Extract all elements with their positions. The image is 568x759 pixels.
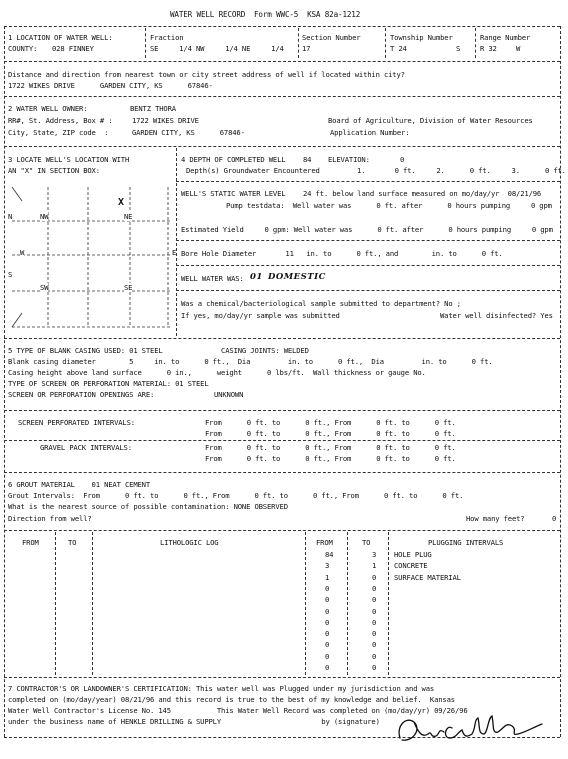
log-from-header: FROM xyxy=(22,538,39,547)
divider xyxy=(4,677,560,678)
certification-line-4: under the business name of HENKLE DRILLING & SUPPLY by (signature) xyxy=(8,717,380,726)
locate-label: 3 LOCATE WELL'S LOCATION WITH xyxy=(8,155,130,164)
grid-compass-e: E xyxy=(172,248,177,257)
blank-casing-line: Blank casing diameter 5 in. to 0 ft., Dia in. to 0 ft., Dia in. to 0 ft. xyxy=(8,357,493,366)
divider xyxy=(4,26,560,27)
plug-row-to: 0 xyxy=(372,572,377,582)
plug-row-from: 0 xyxy=(325,629,330,639)
owner-label: 2 WATER WELL OWNER: xyxy=(8,104,88,113)
grid-label-se: SE xyxy=(124,283,133,292)
plug-row-to: 0 xyxy=(372,651,377,661)
city-label: City, State, ZIP code : xyxy=(8,128,109,137)
section-number-label: Section Number xyxy=(302,33,361,42)
address-value: 1722 WIKES DRIVE xyxy=(132,116,199,125)
range-number-label: Range Number xyxy=(480,33,531,42)
fraction-label: Fraction xyxy=(150,33,184,42)
divider xyxy=(4,440,560,441)
divider xyxy=(4,472,560,473)
plug-row-to: 0 xyxy=(372,640,377,650)
plug-row-from: 3 xyxy=(325,561,330,571)
gravel-interval-2: From 0 ft. to 0 ft., From 0 ft. to 0 ft. xyxy=(205,454,456,463)
divider xyxy=(4,338,560,339)
plug-row-to: 0 xyxy=(372,663,377,672)
county-label: COUNTY: xyxy=(8,44,38,53)
grid-compass-w: W xyxy=(20,248,25,257)
perforated-interval-2: From 0 ft. to 0 ft., From 0 ft. to 0 ft. xyxy=(205,429,456,438)
perforated-interval-1: From 0 ft. to 0 ft., From 0 ft. to 0 ft. xyxy=(205,418,456,427)
certification-line-2: completed on (mo/day/year) 08/21/96 and this record is true to the best of my knowledge and belief. Kansas xyxy=(8,695,455,704)
pump-test-line: Pump testdata: Well water was 0 ft. after 0 hours pumping 0 gpm xyxy=(226,201,552,210)
casing-height-line: Casing height above land surface 0 in., weight 0 lbs/ft. Wall thickness or gauge No. xyxy=(8,368,426,377)
township-number-label: Township Number xyxy=(390,33,453,42)
location-label: 1 LOCATION OF WATER WELL: xyxy=(8,33,113,42)
estimated-yield-line: Estimated Yield 0 gpm: Well water was 0 ft. after 0 hours pumping 0 gpm xyxy=(181,225,553,234)
plug-row-from: 84 xyxy=(325,550,334,559)
depth-value: 84 xyxy=(303,155,312,164)
log-to-header: TO xyxy=(68,538,77,547)
form-border-left xyxy=(4,26,5,737)
section-value: 17 xyxy=(302,44,311,53)
owner-value: BENTZ THORA xyxy=(130,104,176,113)
plug-row-from: 0 xyxy=(325,651,330,661)
fraction-value: SE 1/4 NW 1/4 NE 1/4 xyxy=(150,44,284,53)
gravel-pack-label: GRAVEL PACK INTERVALS: xyxy=(40,443,132,452)
divider xyxy=(55,532,56,675)
divider xyxy=(4,96,560,97)
divider xyxy=(305,532,306,675)
plug-row-from: 0 xyxy=(325,663,330,672)
well-use-label: WELL WATER WAS: xyxy=(181,274,244,283)
screen-openings-value: UNKNOWN xyxy=(214,390,244,399)
plug-row-description: SURFACE MATERIAL xyxy=(394,572,461,582)
agency-name: Board of Agriculture, Division of Water Resources xyxy=(328,116,533,125)
plug-row-to: 0 xyxy=(372,606,377,616)
divider xyxy=(475,28,476,58)
plug-row-to: 1 xyxy=(372,561,377,571)
plugging-intervals-header: PLUGGING INTERVALS xyxy=(428,538,504,547)
plug-row-to: 0 xyxy=(372,583,377,593)
grid-label-nw: NW xyxy=(40,212,49,221)
divider xyxy=(176,148,177,336)
range-value: R 32 xyxy=(480,44,497,53)
plug-row-description: CONCRETE xyxy=(394,561,428,571)
address-label: RR#, St. Address, Box # : xyxy=(8,116,113,125)
divider xyxy=(145,28,146,58)
signature xyxy=(392,708,552,748)
feet-label: How many feet? xyxy=(466,514,525,523)
application-number-label: Application Number: xyxy=(330,128,410,137)
feet-value: 0 xyxy=(552,514,557,523)
divider xyxy=(347,532,348,675)
plug-row-to: 0 xyxy=(372,595,377,605)
divider xyxy=(298,28,299,58)
static-level-value: 24 ft. below land surface measured on mo/day/yr 08/21/96 xyxy=(303,189,542,198)
plug-row-from: 0 xyxy=(325,606,330,616)
grid-label-ne: NE xyxy=(124,212,133,221)
divider xyxy=(176,240,560,241)
divider xyxy=(176,265,560,266)
certification-line-1: 7 CONTRACTOR'S OR LANDOWNER'S CERTIFICATION: This water well was Plugged under my jurisdiction and was xyxy=(8,684,435,693)
grid-compass-s: S xyxy=(8,270,13,279)
bore-hole-line: Bore Hole Diameter 11 in. to 0 ft., and in. to 0 ft. xyxy=(181,249,503,258)
divider xyxy=(4,146,560,147)
groundwater-values: 1. 0 ft. 2. 0 ft. 3. 0 ft. xyxy=(357,166,566,175)
well-use-code: 01 xyxy=(250,272,263,282)
form-border-right xyxy=(560,26,561,737)
divider xyxy=(176,181,560,182)
elevation-value: 0 xyxy=(400,155,405,164)
locate-label-2: AN "X" IN SECTION BOX: xyxy=(8,166,100,175)
depth-label: 4 DEPTH OF COMPLETED WELL xyxy=(181,155,286,164)
county-value: 028 FINNEY xyxy=(52,44,94,53)
well-use-value: DOMESTIC xyxy=(268,272,326,282)
sample-date-line: If yes, mo/day/yr sample was submitted xyxy=(181,311,340,320)
grout-material-line: 6 GROUT MATERIAL 01 NEAT CEMENT xyxy=(8,480,151,489)
plug-to-header: TO xyxy=(362,538,371,547)
plug-row-from: 0 xyxy=(325,617,330,627)
plug-row-from: 0 xyxy=(325,583,330,593)
township-direction: S xyxy=(456,44,461,53)
grid-compass-n: N xyxy=(8,212,13,221)
certification-line-3: Water Well Contractor's License No. 145 This Water Well Record was completed on (mo/day/yr) 09/26/96 xyxy=(8,706,468,715)
groundwater-label: Depth(s) Groundwater Encountered xyxy=(186,166,320,175)
well-location-mark: X xyxy=(118,197,124,208)
grid-label-sw: SW xyxy=(40,283,49,292)
divider xyxy=(4,530,560,531)
grout-intervals-line: Grout Intervals: From 0 ft. to 0 ft., From 0 ft. to 0 ft., From 0 ft. to 0 ft. xyxy=(8,491,464,500)
screen-type-line: TYPE OF SCREEN OR PERFORATION MATERIAL: 01 STEEL xyxy=(8,379,209,388)
city-value: GARDEN CITY, KS 67846- xyxy=(132,128,245,137)
divider xyxy=(385,28,386,58)
divider xyxy=(4,410,560,411)
divider xyxy=(92,532,93,675)
elevation-label: ELEVATION: xyxy=(328,155,370,164)
gravel-interval-1: From 0 ft. to 0 ft., From 0 ft. to 0 ft. xyxy=(205,443,456,452)
township-value: T 24 xyxy=(390,44,407,53)
divider xyxy=(176,290,560,291)
static-level-label: WELL'S STATIC WATER LEVEL xyxy=(181,189,286,198)
form-title: WATER WELL RECORD Form WWC-5 KSA 82a-1212 xyxy=(170,10,361,19)
plug-row-from: 0 xyxy=(325,640,330,650)
screen-perforated-label: SCREEN PERFORATED INTERVALS: xyxy=(18,418,135,427)
plug-row-from: 0 xyxy=(325,595,330,605)
divider xyxy=(388,532,389,675)
divider xyxy=(4,61,560,62)
plug-row-to: 0 xyxy=(372,617,377,627)
contamination-line: What is the nearest source of possible contamination: NONE OBSERVED xyxy=(8,502,288,511)
distance-label: Distance and direction from nearest town or city street address of well if located within city? xyxy=(8,70,405,79)
plug-row-from: 1 xyxy=(325,572,330,582)
plug-from-header: FROM xyxy=(316,538,333,547)
distance-value: 1722 WIKES DRIVE GARDEN CITY, KS 67846- xyxy=(8,81,213,90)
plug-row-to: 3 xyxy=(372,550,377,559)
screen-openings-label: SCREEN OR PERFORATION OPENINGS ARE: xyxy=(8,390,155,399)
plug-row-description: HOLE PLUG xyxy=(394,550,432,559)
plug-row-to: 0 xyxy=(372,629,377,639)
direction-label: Direction from well? xyxy=(8,514,92,523)
casing-type-line: 5 TYPE OF BLANK CASING USED: 01 STEEL CASING JOINTS: WELDED xyxy=(8,346,309,355)
section-grid xyxy=(8,183,177,333)
range-direction: W xyxy=(516,44,521,53)
disinfected-line: Water well disinfected? Yes xyxy=(440,311,553,320)
chemical-sample-line: Was a chemical/bacteriological sample submitted to department? No ; xyxy=(181,299,461,308)
lithologic-log-header: LITHOLOGIC LOG xyxy=(160,538,219,547)
